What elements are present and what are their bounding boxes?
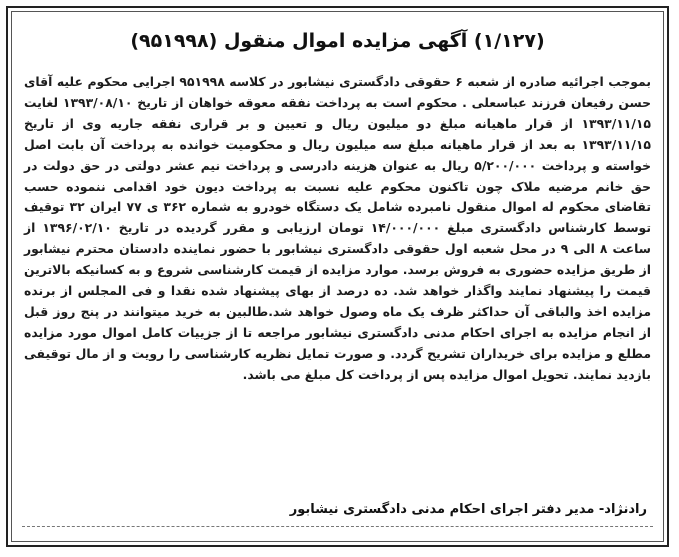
bottom-divider: [22, 526, 653, 527]
auction-notice: [6, 6, 669, 547]
notice-title: (۱/۱۲۷) آگهی مزایده اموال منقول (۹۵۱۹۹۸): [130, 30, 545, 52]
notice-body: بموجب اجرائیه صادره از شعبه ۶ حقوقی دادگستری نیشابور در کلاسه ۹۵۱۹۹۸ اجرایی محکوم علیه آقای حسن رفیعان فرزند عباسعلی . محکوم است به پرداخت نفقه معوقه خواهان از تاریخ ۱۳۹۳/۰۸/۱۰ لغایت ۱۳۹۳/۱۱/۱۵ از قرار ماهیانه مبلغ دو میلیون ریال و تعیین و بر قراری نفقه جاریه وی از تاریخ ۱۳۹۳/۱۱/۱۵ به بعد از قرار ماهیانه مبلغ سه میلیون ریال و محکومیت خوانده به پرداخت آن بابت اصل خواسته و پرداخت ۵/۲۰۰/۰۰۰ ریال به عنوان هزینه دادرسی و پرداخت نیم عشر دولتی در حق دولت در حق خانم مرضیه ملاک چون تاکنون محکوم علیه نسبت به پرداخت دیون خود اقدامی ننموده حسب تقاضای محکوم له اموال منقول نامبرده شامل یک دستگاه خودرو به شماره ۳۶۲ ی ۷۷ ایران ۳۲ توقیف توسط کارشناس دادگستری مبلغ ۱۴/۰۰۰/۰۰۰ تومان ارزیابی و مقرر گردیده در تاریخ ۱۳۹۶/۰۲/۱۰ از ساعت ۸ الی ۹ در محل شعبه اول حقوقی دادگستری نیشابور با حضور نماینده دادستان محترم نیشابور از طریق مزایده حضوری به فروش برسد. موارد مزایده از قیمت کارشناسی شروع و به کسانیکه بالاترین قیمت را پیشنهاد نمایند واگذار خواهد شد. ده درصد از بهای پیشنهاد شده نقدا و فی المجلس از برنده مزایده اخذ والباقی آن حداکثر ظرف یک ماه وصول خواهد شد.طالبین به خرید میتوانند در پنج روز قبل از انجام مزایده به اجرای احکام مدنی دادگستری نیشابور مراجعه تا از جزییات کامل اموال مورد مزایده مطلع و مزایده برای خریداران تشریح گردد. و صورت تمایل نظریه کارشناسی را رویت و از مال توقیفی بازدید نمایند. تحویل اموال مزایده پس از پرداخت کل مبلغ می باشد.: [24, 74, 652, 382]
notice-signature: رادنژاد- مدیر دفتر اجرای احکام مدنی دادگستری نیشابور: [289, 502, 647, 517]
